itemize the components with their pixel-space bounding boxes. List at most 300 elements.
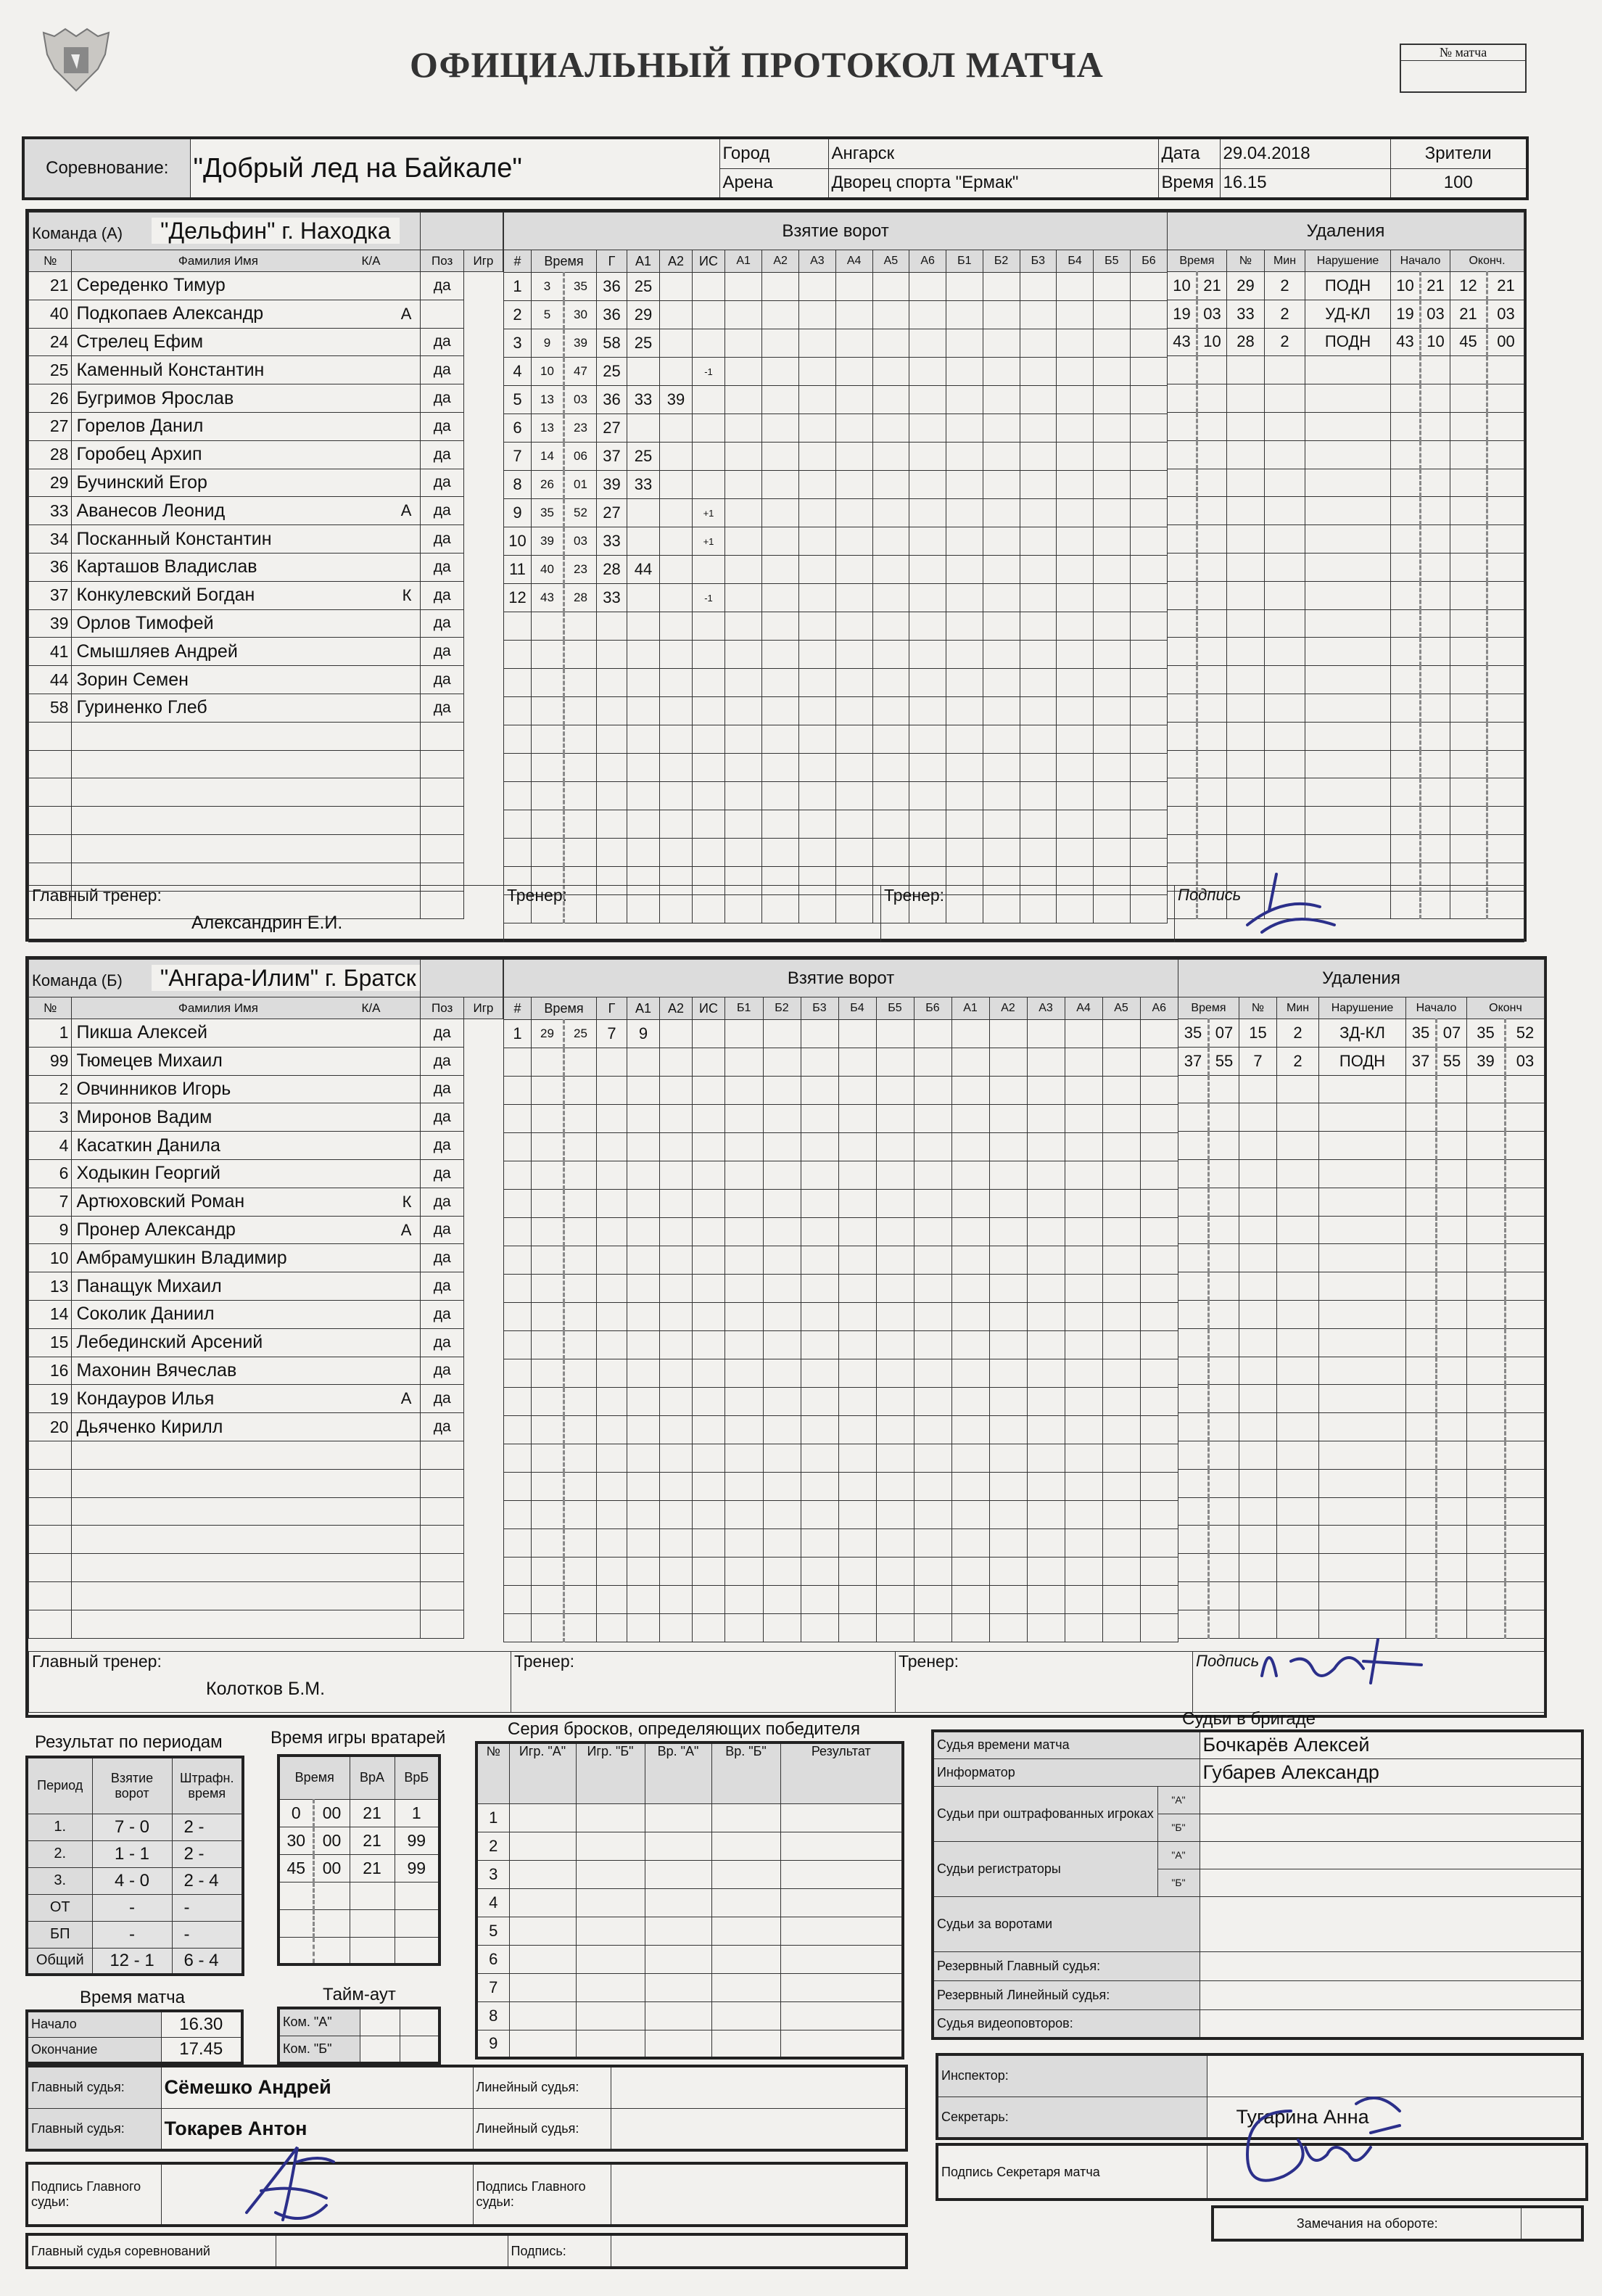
shootout-no: 5 xyxy=(476,1917,509,1945)
penalty-es xyxy=(1487,750,1524,778)
penalty-sm xyxy=(1406,1441,1437,1469)
penalty-v xyxy=(1305,778,1391,807)
goal-n xyxy=(504,1218,532,1246)
chief-referee-table xyxy=(25,2233,908,2269)
goal-s xyxy=(564,1529,597,1558)
penalty-no xyxy=(1239,1216,1277,1244)
penalty-ss xyxy=(1437,1385,1467,1413)
penalty-m xyxy=(1178,1497,1209,1526)
goal-a1 xyxy=(627,1218,660,1246)
goal-n xyxy=(504,839,532,867)
lineup-cells xyxy=(725,414,1168,443)
goal-m xyxy=(532,1359,564,1388)
penalty-no xyxy=(1227,778,1265,807)
col-pen-end-b: Оконч xyxy=(1467,997,1545,1019)
inspector-label: Инспектор: xyxy=(937,2054,1207,2097)
goal-n: 8 xyxy=(504,471,532,499)
goalie-time-a: 21 xyxy=(350,1827,395,1854)
penalty-sm xyxy=(1406,1216,1437,1244)
goal-is xyxy=(693,556,725,584)
penalty-s xyxy=(1197,638,1227,666)
penalty-row xyxy=(1168,694,1524,722)
penalty-em xyxy=(1467,1188,1506,1216)
penalty-m xyxy=(1178,1132,1209,1160)
penalty-min: 2 xyxy=(1277,1019,1319,1048)
penalty-m xyxy=(1168,694,1197,722)
goal-n xyxy=(504,725,532,754)
player-name: Махонин Вячеслав xyxy=(72,1357,421,1385)
penalty-es xyxy=(1506,1413,1545,1441)
penalty-row xyxy=(1168,440,1524,469)
penalty-min xyxy=(1265,497,1305,525)
goal-a2 xyxy=(660,1077,693,1105)
goal-m xyxy=(532,1529,564,1558)
penalty-s xyxy=(1197,581,1227,609)
col-played-b: Игр xyxy=(463,997,503,1019)
goal-s: 52 xyxy=(564,499,597,527)
match-end-label: Окончание xyxy=(27,2037,161,2063)
player-name xyxy=(72,1554,421,1582)
goal-a2 xyxy=(660,443,693,471)
goal-is xyxy=(693,641,725,669)
lineup-cells xyxy=(725,1105,1178,1133)
goal-a2 xyxy=(660,810,693,839)
period-pim: - xyxy=(172,1921,243,1948)
penalty-no: 28 xyxy=(1227,328,1265,356)
goal-a2 xyxy=(660,641,693,669)
goal-n: 4 xyxy=(504,358,532,386)
goal-n xyxy=(504,782,532,810)
col-scorer-b: Г xyxy=(597,997,627,1020)
goal-row xyxy=(504,1133,1178,1161)
referee-sign-label: Подпись Главного судьи: xyxy=(27,2163,161,2226)
coach-label-a2: Тренер: xyxy=(881,886,1175,942)
goal-m xyxy=(532,839,564,867)
goal-m xyxy=(532,810,564,839)
goal-g: 27 xyxy=(597,499,627,527)
goal-is xyxy=(693,1416,725,1444)
lineup-cells xyxy=(725,443,1168,471)
penalty-row xyxy=(1178,1357,1545,1385)
penalty-row xyxy=(1178,1300,1545,1328)
linesman1-label: Линейный судья: xyxy=(473,2066,611,2108)
goal-a1: 25 xyxy=(627,329,660,358)
goal-a1 xyxy=(627,1388,660,1416)
goal-a2 xyxy=(660,754,693,782)
goal-is xyxy=(693,471,725,499)
timeout-a-label: Ком. "А" xyxy=(278,2008,360,2036)
player-ka: А xyxy=(400,1389,412,1408)
penalty-v xyxy=(1305,553,1391,581)
player-no xyxy=(29,722,72,750)
goals-header-b: Взятие ворот xyxy=(504,960,1178,997)
registrars-b: "Б" xyxy=(1157,1869,1200,1896)
penalty-v xyxy=(1305,834,1391,863)
player-play: да xyxy=(421,1132,463,1160)
penalty-row xyxy=(1168,272,1524,300)
period-label: Общий xyxy=(27,1948,92,1975)
penalty-v xyxy=(1319,1357,1406,1385)
goal-row xyxy=(504,641,1168,669)
penalty-row xyxy=(1168,638,1524,666)
penalty-s xyxy=(1197,609,1227,638)
goal-row xyxy=(504,1473,1178,1501)
goal-a1 xyxy=(627,1558,660,1586)
goal-a2 xyxy=(660,1586,693,1614)
penalty-no xyxy=(1227,525,1265,554)
penalty-sm xyxy=(1391,666,1421,694)
lineup-cells xyxy=(725,358,1168,386)
goal-g xyxy=(597,754,627,782)
goal-s xyxy=(564,1303,597,1331)
penalty-v xyxy=(1319,1497,1406,1526)
col-pen-no: № xyxy=(1227,250,1265,272)
penalty-min xyxy=(1265,384,1305,413)
penalty-v: ПОДН xyxy=(1305,328,1391,356)
goal-s: 25 xyxy=(564,1020,597,1048)
penalty-no xyxy=(1239,1554,1277,1582)
penalty-m xyxy=(1168,412,1197,440)
penalty-m xyxy=(1168,469,1197,497)
penalty-min xyxy=(1277,1526,1319,1554)
penalty-v xyxy=(1305,722,1391,750)
goal-m: 29 xyxy=(532,1020,564,1048)
arena-value: Дворец спорта "Ермак" xyxy=(828,168,1158,199)
player-row xyxy=(29,1385,503,1413)
penalty-no xyxy=(1239,1581,1277,1610)
goal-row xyxy=(504,1190,1178,1218)
shootout-no: 1 xyxy=(476,1803,509,1832)
penalty-row xyxy=(1168,553,1524,581)
penalty-min xyxy=(1277,1328,1319,1357)
player-row xyxy=(29,469,503,497)
player-no: 2 xyxy=(29,1075,72,1103)
player-no: 10 xyxy=(29,1244,72,1272)
penalty-em xyxy=(1467,1413,1506,1441)
penalty-v xyxy=(1319,1272,1406,1301)
penalty-em xyxy=(1450,525,1487,554)
goal-is xyxy=(693,1558,725,1586)
goal-is xyxy=(693,1218,725,1246)
player-play xyxy=(421,1441,463,1469)
player-row xyxy=(29,1610,503,1638)
player-play: да xyxy=(421,1385,463,1413)
goal-n xyxy=(504,641,532,669)
player-play: да xyxy=(421,1328,463,1357)
penalty-row xyxy=(1178,1413,1545,1441)
penalty-ss xyxy=(1421,497,1450,525)
goal-a2 xyxy=(660,725,693,754)
player-name: Соколик Даниил xyxy=(72,1300,421,1328)
penalty-v xyxy=(1319,1581,1406,1610)
goal-row xyxy=(504,499,1168,527)
penalty-v: ПОДН xyxy=(1305,272,1391,300)
penalty-m xyxy=(1168,666,1197,694)
penalty-v xyxy=(1319,1216,1406,1244)
goal-a2 xyxy=(660,1331,693,1359)
penalty-ss xyxy=(1421,440,1450,469)
penalty-s xyxy=(1209,1132,1239,1160)
penalty-row xyxy=(1168,722,1524,750)
penalty-m: 19 xyxy=(1168,300,1197,328)
goal-a1 xyxy=(627,1246,660,1275)
penalty-m xyxy=(1178,1554,1209,1582)
player-row xyxy=(29,638,503,666)
goal-g: 36 xyxy=(597,273,627,301)
goal-a2 xyxy=(660,499,693,527)
goal-g: 33 xyxy=(597,527,627,556)
lineup-col: Б4 xyxy=(1057,250,1094,272)
shootout-no: 2 xyxy=(476,1832,509,1860)
player-row xyxy=(29,1047,503,1075)
goal-row xyxy=(504,1529,1178,1558)
penalty-row xyxy=(1178,1159,1545,1188)
goal-a2 xyxy=(660,329,693,358)
player-row xyxy=(29,525,503,554)
penalty-v xyxy=(1319,1328,1406,1357)
goal-is xyxy=(693,1133,725,1161)
penalty-sm xyxy=(1406,1103,1437,1132)
lineup-cells xyxy=(725,1586,1178,1614)
officials-title: Судьи в бригаде xyxy=(1182,1709,1316,1729)
goal-row xyxy=(504,1331,1178,1359)
lineup-col: Б1 xyxy=(946,250,983,272)
player-no: 29 xyxy=(29,469,72,497)
goal-g xyxy=(597,1359,627,1388)
penalty-sm xyxy=(1391,778,1421,807)
penalty-s xyxy=(1197,412,1227,440)
timeout-table xyxy=(277,2007,441,2065)
goal-m xyxy=(532,1161,564,1190)
player-row xyxy=(29,272,503,300)
player-name: Пронер Александр А xyxy=(72,1216,421,1244)
penalty-em xyxy=(1467,1132,1506,1160)
goal-s: 28 xyxy=(564,584,597,612)
penalty-min xyxy=(1265,553,1305,581)
period-row xyxy=(27,1948,243,1975)
penalty-no xyxy=(1239,1497,1277,1526)
goal-m xyxy=(532,1473,564,1501)
player-play: да xyxy=(421,581,463,609)
penalty-m xyxy=(1178,1159,1209,1188)
signature-label-b: Подпись xyxy=(1193,1652,1545,1713)
city-value: Ангарск xyxy=(828,138,1158,168)
penalty-ss xyxy=(1421,356,1450,384)
penalty-ss xyxy=(1421,412,1450,440)
penalty-ss xyxy=(1421,384,1450,413)
goal-n: 10 xyxy=(504,527,532,556)
col-pen-no-b: № xyxy=(1239,997,1277,1019)
penalty-es xyxy=(1487,694,1524,722)
penalty-s xyxy=(1197,807,1227,835)
penalty-es: 52 xyxy=(1506,1019,1545,1048)
penalty-v xyxy=(1305,666,1391,694)
player-play: да xyxy=(421,525,463,554)
goal-a2 xyxy=(660,782,693,810)
spectators-value: 100 xyxy=(1390,168,1527,199)
match-number-box[interactable] xyxy=(1400,44,1527,93)
col-scorer: Г xyxy=(597,250,627,273)
goalie-time-row xyxy=(278,1882,439,1909)
penalty-s xyxy=(1209,1441,1239,1469)
player-row xyxy=(29,328,503,356)
goal-a1 xyxy=(627,1077,660,1105)
penalty-no xyxy=(1239,1469,1277,1497)
goal-m xyxy=(532,1275,564,1303)
head-coach-label-a: Главный тренер: xyxy=(32,886,162,905)
player-name: Амбрамушкин Владимир xyxy=(72,1244,421,1272)
player-row xyxy=(29,1103,503,1132)
shootout-row xyxy=(476,1832,903,1860)
goal-a1 xyxy=(627,669,660,697)
penalty-es xyxy=(1487,722,1524,750)
goal-g xyxy=(597,1388,627,1416)
spectators-label: Зрители xyxy=(1390,138,1527,168)
goal-is xyxy=(693,782,725,810)
player-name: Пикша Алексей xyxy=(72,1019,421,1048)
penalty-m xyxy=(1178,1244,1209,1272)
penalty-v xyxy=(1319,1554,1406,1582)
penalty-v xyxy=(1305,497,1391,525)
goal-is xyxy=(693,1331,725,1359)
penalty-s: 55 xyxy=(1209,1047,1239,1075)
goal-a1 xyxy=(627,1501,660,1529)
player-play: да xyxy=(421,1272,463,1301)
player-play: да xyxy=(421,1357,463,1385)
goal-s: 35 xyxy=(564,273,597,301)
timekeeper-value: Бочкарёв Алексей xyxy=(1200,1731,1582,1758)
goal-n xyxy=(504,1303,532,1331)
penalty-s xyxy=(1197,525,1227,554)
penalty-min xyxy=(1265,666,1305,694)
player-play xyxy=(421,1497,463,1526)
player-name: Стрелец Ефим xyxy=(72,328,421,356)
penalty-m xyxy=(1178,1526,1209,1554)
goal-n xyxy=(504,1586,532,1614)
goal-row xyxy=(504,556,1168,584)
player-name xyxy=(72,1610,421,1638)
team-a-goals xyxy=(503,212,1168,923)
player-play xyxy=(421,1554,463,1582)
player-no: 58 xyxy=(29,694,72,722)
col-goal-time: Время xyxy=(532,250,597,273)
penalty-m xyxy=(1168,750,1197,778)
goal-row xyxy=(504,386,1168,414)
goalie-time-a xyxy=(350,1909,395,1937)
lineup-cells xyxy=(725,1303,1178,1331)
goal-g xyxy=(597,1416,627,1444)
goal-g: 36 xyxy=(597,386,627,414)
goal-row xyxy=(504,273,1168,301)
col-pen-end: Оконч. xyxy=(1450,250,1524,272)
penalty-es xyxy=(1506,1244,1545,1272)
penalty-em xyxy=(1450,469,1487,497)
goalie-time-a xyxy=(350,1882,395,1909)
penalty-row xyxy=(1168,300,1524,328)
player-row xyxy=(29,1300,503,1328)
lineup-header xyxy=(725,250,1167,272)
penalty-no xyxy=(1227,440,1265,469)
goal-g: 58 xyxy=(597,329,627,358)
player-play: да xyxy=(421,1103,463,1132)
player-play: да xyxy=(421,1216,463,1244)
goal-m xyxy=(532,612,564,641)
shootout-row xyxy=(476,2001,903,2030)
goal-row xyxy=(504,839,1168,867)
penalty-sm xyxy=(1391,722,1421,750)
goalie-time-a xyxy=(350,1937,395,1964)
penalty-ss xyxy=(1421,581,1450,609)
player-play xyxy=(421,1526,463,1554)
coach-label-b1: Тренер: xyxy=(511,1652,896,1713)
goal-m xyxy=(532,697,564,725)
penalty-min xyxy=(1277,1132,1319,1160)
penalty-no xyxy=(1227,412,1265,440)
goal-a1 xyxy=(627,1586,660,1614)
penalty-sm xyxy=(1406,1413,1437,1441)
goal-a2 xyxy=(660,1388,693,1416)
shootout-row xyxy=(476,2030,903,2058)
penalty-em xyxy=(1450,412,1487,440)
goal-n xyxy=(504,612,532,641)
penalty-no xyxy=(1227,469,1265,497)
goal-row xyxy=(504,527,1168,556)
goal-row xyxy=(504,725,1168,754)
penalty-s xyxy=(1197,778,1227,807)
goal-g: 7 xyxy=(597,1020,627,1048)
goalie-time-s: 00 xyxy=(313,1827,350,1854)
goal-g xyxy=(597,839,627,867)
penalty-min xyxy=(1265,412,1305,440)
lineup-col: Б6 xyxy=(1130,250,1167,272)
penalty-box-b: "Б" xyxy=(1157,1814,1200,1841)
penalty-min xyxy=(1265,694,1305,722)
lineup-col: А1 xyxy=(725,250,762,272)
col-so-gb: Вр. "Б" xyxy=(711,1742,780,1803)
lineup-cells xyxy=(725,1444,1178,1473)
goal-m: 14 xyxy=(532,443,564,471)
penalty-em xyxy=(1467,1159,1506,1188)
goal-s: 30 xyxy=(564,301,597,329)
penalty-m xyxy=(1178,1216,1209,1244)
col-pen-min-b: Мин xyxy=(1277,997,1319,1019)
player-name: Касаткин Данила xyxy=(72,1132,421,1160)
col-gt-time: Время xyxy=(278,1756,350,1799)
player-play: да xyxy=(421,553,463,581)
player-play: да xyxy=(421,1075,463,1103)
penalty-m xyxy=(1168,497,1197,525)
penalty-em xyxy=(1450,497,1487,525)
goal-is xyxy=(693,1303,725,1331)
period-label: 1. xyxy=(27,1814,92,1840)
player-no: 28 xyxy=(29,440,72,469)
goal-n: 1 xyxy=(504,273,532,301)
goal-a1 xyxy=(627,1133,660,1161)
col-goal-no-b: # xyxy=(504,997,532,1020)
penalty-ss xyxy=(1437,1610,1467,1638)
player-play xyxy=(421,1610,463,1638)
lineup-cells xyxy=(725,1359,1178,1388)
lineup-cells xyxy=(725,273,1168,301)
penalty-s xyxy=(1197,750,1227,778)
goal-m xyxy=(532,1331,564,1359)
goal-row xyxy=(504,443,1168,471)
lineup-cells xyxy=(725,669,1168,697)
goal-is xyxy=(693,1586,725,1614)
penalty-s xyxy=(1209,1075,1239,1103)
goal-s xyxy=(564,754,597,782)
goal-s xyxy=(564,1275,597,1303)
